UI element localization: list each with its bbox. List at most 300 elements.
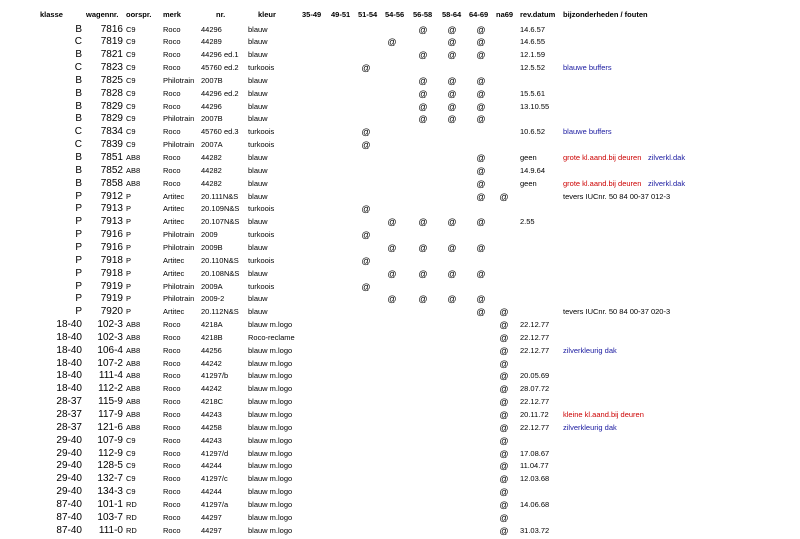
cell-oorspr: AB8 [126, 422, 141, 432]
cell-klasse: B [75, 164, 82, 176]
cell-oorspr: AB8 [126, 165, 141, 175]
cell-nr: 20.110N&S [201, 255, 239, 265]
cell-note: blauwe buffers [563, 127, 612, 137]
cell-merk: Philotrain [163, 242, 195, 252]
cell-period-mark: @ [387, 242, 397, 253]
cell-klasse: P [75, 216, 82, 228]
header-notes: bijzonderheden / fouten [563, 10, 648, 19]
cell-nr: 45760 ed.3 [201, 127, 239, 137]
cell-oorspr: P [126, 242, 132, 252]
cell-nr: 20.107N&S [201, 217, 240, 227]
cell-kleur: blauw m.logo [248, 384, 293, 394]
cell-oorspr: C9 [126, 461, 136, 471]
cell-period-mark: @ [499, 448, 509, 459]
cell-klasse: C [74, 126, 82, 138]
header-kleur: kleur [258, 10, 276, 19]
cell-oorspr: C9 [126, 101, 136, 111]
cell-wagennr: 7829 [100, 100, 123, 112]
header-oorspr: oorspr. [126, 10, 152, 19]
cell-rev-datum: 15.5.61 [520, 88, 546, 98]
cell-period-mark: @ [447, 24, 457, 35]
cell-oorspr: AB8 [126, 371, 141, 381]
cell-wagennr: 7912 [100, 190, 123, 202]
cell-period-mark: @ [476, 101, 486, 112]
cell-wagennr: 7918 [100, 254, 123, 266]
cell-oorspr: P [126, 255, 132, 265]
header-period-64-69: 64-69 [469, 10, 489, 19]
cell-wagennr: 7821 [100, 49, 123, 61]
cell-nr: 44258 [201, 422, 222, 432]
cell-period-mark: @ [476, 24, 486, 35]
cell-merk: Roco [163, 448, 181, 458]
cell-klasse: P [75, 306, 82, 318]
cell-period-mark: @ [361, 255, 371, 266]
cell-kleur: turkoois [248, 63, 275, 73]
cell-merk: Philotrain [163, 75, 195, 85]
cell-period-mark: @ [361, 204, 371, 215]
cell-wagennr: 103-7 [97, 511, 123, 523]
cell-kleur: turkoois [248, 281, 275, 291]
cell-oorspr: C9 [126, 140, 136, 150]
cell-period-mark: @ [447, 294, 457, 305]
cell-period-mark: @ [499, 358, 509, 369]
cell-note: zilverkleurig dak [563, 422, 617, 432]
cell-period-mark: @ [499, 499, 509, 510]
cell-wagennr: 7919 [100, 293, 123, 305]
cell-kleur: blauw m.logo [248, 474, 293, 484]
cell-merk: Roco [163, 474, 181, 484]
cell-merk: Roco [163, 358, 181, 368]
cell-nr: 44289 [201, 37, 222, 47]
cell-oorspr: AB8 [126, 410, 141, 419]
cell-wagennr: 7839 [100, 139, 123, 151]
cell-kleur: blauw m.logo [248, 448, 293, 458]
cell-note: tevers IUCnr. 50 84 00-37 020-3 [563, 307, 671, 317]
cell-nr: 2007B [201, 114, 223, 124]
cell-kleur: blauw m.logo [248, 320, 293, 330]
cell-period-mark: @ [499, 397, 509, 408]
cell-oorspr: C9 [126, 448, 136, 458]
cell-period-mark: @ [499, 474, 509, 485]
cell-wagennr: 7920 [100, 306, 123, 318]
cell-period-mark: @ [447, 75, 457, 86]
cell-nr: 44296 ed.2 [201, 88, 239, 98]
cell-oorspr: P [126, 294, 132, 304]
cell-klasse: 18-40 [56, 370, 82, 382]
cell-nr: 20.109N&S [201, 204, 240, 214]
cell-nr: 20.111N&S [201, 191, 239, 201]
cell-oorspr: AB8 [126, 332, 141, 342]
cell-klasse: 87-40 [56, 511, 82, 523]
cell-nr: 2009 [201, 230, 218, 240]
cell-period-mark: @ [499, 410, 509, 420]
cell-merk: Artitec [163, 217, 185, 227]
cell-kleur: blauw [248, 307, 268, 317]
cell-klasse: B [75, 177, 82, 189]
cell-merk: Philotrain [163, 294, 195, 304]
cell-merk: Roco [163, 461, 181, 471]
cell-wagennr: 7916 [100, 229, 123, 241]
cell-period-mark: @ [447, 37, 457, 48]
cell-period-mark: @ [476, 191, 486, 202]
cell-oorspr: AB8 [126, 320, 141, 330]
header-period-35-49: 35-49 [302, 10, 322, 19]
cell-rev-datum: 20.05.69 [520, 371, 550, 381]
cell-wagennr: 117-9 [98, 409, 123, 420]
cell-wagennr: 106-4 [97, 344, 123, 356]
cell-merk: Roco [163, 320, 181, 330]
cell-merk: Philotrain [163, 114, 195, 124]
cell-wagennr: 7834 [100, 126, 123, 138]
cell-wagennr: 115-9 [98, 396, 123, 408]
cell-oorspr: RD [126, 512, 137, 522]
cell-oorspr: C9 [126, 24, 136, 34]
cell-period-mark: @ [476, 268, 486, 279]
cell-nr: 44282 [201, 153, 222, 162]
cell-rev-datum: geen [520, 178, 537, 188]
cell-period-mark: @ [499, 435, 509, 446]
cell-wagennr: 7829 [100, 113, 123, 125]
cell-kleur: blauw m.logo [248, 512, 293, 522]
cell-nr: 41297/c [201, 474, 228, 484]
cell-rev-datum: geen [520, 153, 537, 162]
cell-period-mark: @ [476, 37, 486, 48]
cell-kleur: blauw m.logo [248, 358, 293, 368]
cell-wagennr: 7823 [100, 62, 123, 74]
cell-klasse: 18-40 [56, 383, 82, 395]
cell-period-mark: @ [476, 75, 486, 86]
cell-period-mark: @ [418, 101, 428, 112]
cell-nr: 2007B [201, 75, 223, 85]
cell-kleur: turkoois [248, 140, 275, 150]
cell-merk: Roco [163, 332, 181, 342]
cell-period-mark: @ [476, 307, 486, 318]
cell-rev-datum: 17.08.67 [520, 448, 550, 458]
cell-kleur: turkoois [248, 255, 275, 265]
cell-kleur: blauw m.logo [248, 487, 293, 497]
cell-klasse: 28-37 [56, 396, 82, 408]
cell-period-mark: @ [499, 422, 509, 433]
cell-oorspr: AB8 [126, 178, 141, 188]
cell-period-mark: @ [476, 153, 486, 163]
cell-rev-datum: 31.03.72 [520, 525, 550, 535]
cell-nr: 41297/d [201, 448, 229, 458]
header-period-54-56: 54-56 [385, 10, 405, 19]
cell-nr: 44243 [201, 435, 222, 445]
header-nr: nr. [216, 10, 226, 19]
cell-wagennr: 7918 [100, 267, 123, 279]
cell-nr: 44256 [201, 345, 222, 355]
cell-wagennr: 7919 [100, 280, 123, 292]
cell-kleur: blauw [248, 114, 268, 124]
cell-merk: Roco [163, 37, 181, 47]
cell-kleur: Roco-reclame [248, 332, 295, 342]
cell-period-mark: @ [418, 268, 428, 279]
table-row [0, 524, 800, 538]
cell-kleur: blauw m.logo [248, 410, 293, 419]
cell-oorspr: P [126, 307, 132, 317]
cell-kleur: blauw m.logo [248, 422, 293, 432]
cell-klasse: 18-40 [56, 344, 82, 356]
cell-period-mark: @ [387, 294, 397, 305]
cell-klasse: B [75, 152, 82, 163]
cell-oorspr: P [126, 204, 132, 214]
cell-wagennr: 134-3 [97, 486, 123, 498]
cell-merk: Roco [163, 153, 181, 162]
cell-klasse: P [75, 267, 82, 279]
cell-nr: 44296 [201, 101, 222, 111]
cell-note: tevers IUCnr. 50 84 00-37 012-3 [563, 191, 671, 201]
cell-nr: 2009-2 [201, 294, 225, 304]
cell-oorspr: AB8 [126, 397, 141, 407]
cell-klasse: 28-37 [56, 421, 82, 433]
cell-rev-datum: 22.12.77 [520, 397, 550, 407]
cell-klasse: 29-40 [56, 460, 82, 472]
header-row [0, 8, 800, 22]
cell-merk: Artitec [163, 255, 185, 265]
cell-merk: Roco [163, 127, 181, 137]
cell-merk: Roco [163, 384, 181, 394]
cell-kleur: blauw [248, 37, 268, 47]
cell-period-mark: @ [476, 50, 486, 61]
cell-oorspr: C9 [126, 63, 136, 73]
cell-merk: Roco [163, 371, 181, 381]
cell-oorspr: C9 [126, 487, 136, 497]
cell-kleur: blauw [248, 24, 268, 34]
cell-oorspr: C9 [126, 474, 136, 484]
cell-kleur: blauw [248, 268, 268, 278]
cell-kleur: blauw [248, 165, 268, 175]
cell-oorspr: RD [126, 499, 137, 509]
cell-period-mark: @ [476, 178, 486, 189]
header-period-49-51: 49-51 [331, 10, 351, 19]
cell-kleur: turkoois [248, 127, 275, 137]
cell-kleur: blauw m.logo [248, 371, 293, 381]
cell-period-mark: @ [476, 88, 486, 99]
cell-wagennr: 111-4 [98, 370, 123, 382]
cell-rev-datum: 22.12.77 [520, 320, 550, 330]
cell-period-mark: @ [499, 487, 509, 498]
cell-oorspr: P [126, 191, 132, 201]
cell-rev-datum: 14.9.64 [520, 165, 546, 175]
cell-kleur: blauw m.logo [248, 525, 293, 535]
cell-period-mark: @ [418, 294, 428, 305]
cell-kleur: blauw [248, 217, 268, 227]
cell-rev-datum: 12.03.68 [520, 474, 550, 484]
header-merk: merk [163, 10, 181, 19]
cell-period-mark: @ [447, 242, 457, 253]
cell-merk: Roco [163, 63, 181, 73]
cell-rev-datum: 12.5.52 [520, 63, 546, 73]
cell-nr: 44244 [201, 487, 222, 497]
cell-nr: 44282 [201, 178, 222, 188]
cell-note: grote kl.aand.bij deuren [563, 153, 642, 162]
cell-oorspr: AB8 [126, 358, 141, 368]
cell-wagennr: 7858 [100, 177, 123, 189]
cell-nr: 2009A [201, 281, 223, 291]
cell-nr: 2007A [201, 140, 223, 150]
cell-nr: 44297 [201, 525, 222, 535]
cell-merk: Roco [163, 435, 181, 445]
cell-kleur: blauw m.logo [248, 435, 293, 445]
cell-nr: 44242 [201, 384, 222, 394]
cell-klasse: 87-40 [56, 524, 82, 536]
cell-period-mark: @ [361, 140, 371, 151]
cell-rev-datum: 28.07.72 [520, 384, 550, 394]
cell-rev-datum: 13.10.55 [520, 101, 550, 111]
cell-nr: 44296 [201, 24, 222, 34]
cell-klasse: 29-40 [56, 447, 82, 459]
cell-klasse: P [75, 280, 82, 292]
cell-klasse: C [74, 36, 82, 48]
cell-klasse: B [75, 113, 82, 125]
cell-period-mark: @ [418, 75, 428, 86]
cell-oorspr: AB8 [126, 384, 141, 394]
cell-period-mark: @ [447, 50, 457, 61]
cell-wagennr: 132-7 [97, 473, 123, 485]
cell-rev-datum: 2.55 [520, 217, 535, 227]
cell-wagennr: 7825 [100, 74, 123, 86]
cell-period-mark: @ [476, 294, 486, 305]
cell-klasse: 29-40 [56, 486, 82, 498]
cell-oorspr: RD [126, 525, 137, 535]
cell-klasse: 28-37 [56, 409, 82, 420]
cell-klasse: P [75, 190, 82, 202]
cell-oorspr: C9 [126, 435, 136, 445]
cell-oorspr: C9 [126, 88, 136, 98]
cell-period-mark: @ [361, 63, 371, 74]
cell-period-mark: @ [418, 242, 428, 253]
cell-period-mark: @ [418, 88, 428, 99]
cell-rev-datum: 14.06.68 [520, 499, 550, 509]
header-period-na69: na69 [496, 10, 514, 19]
cell-nr: 44243 [201, 410, 222, 419]
cell-nr: 4218B [201, 332, 223, 342]
cell-period-mark: @ [447, 88, 457, 99]
cell-oorspr: P [126, 230, 132, 240]
cell-period-mark: @ [499, 512, 509, 523]
cell-period-mark: @ [387, 217, 397, 228]
cell-merk: Roco [163, 499, 181, 509]
cell-period-mark: @ [418, 114, 428, 125]
cell-period-mark: @ [476, 165, 486, 176]
cell-period-mark: @ [387, 37, 397, 48]
cell-klasse: C [74, 62, 82, 74]
cell-merk: Roco [163, 101, 181, 111]
cell-period-mark: @ [499, 371, 509, 382]
cell-klasse: B [75, 49, 82, 61]
cell-klasse: P [75, 241, 82, 253]
cell-period-mark: @ [387, 268, 397, 279]
cell-rev-datum: 22.12.77 [520, 422, 550, 432]
cell-wagennr: 7913 [100, 203, 123, 215]
cell-merk: Roco [163, 88, 181, 98]
cell-klasse: B [75, 23, 82, 35]
cell-oorspr: P [126, 268, 132, 278]
cell-wagennr: 7819 [100, 36, 123, 48]
cell-period-mark: @ [418, 50, 428, 61]
cell-merk: Philotrain [163, 140, 195, 150]
cell-merk: Artitec [163, 307, 185, 317]
cell-merk: Roco [163, 345, 181, 355]
cell-wagennr: 7913 [100, 216, 123, 228]
cell-wagennr: 111-0 [98, 524, 123, 536]
cell-nr: 44242 [201, 358, 222, 368]
cell-wagennr: 102-3 [97, 331, 123, 343]
cell-nr: 20.108N&S [201, 268, 240, 278]
cell-period-mark: @ [499, 345, 509, 356]
cell-klasse: B [75, 74, 82, 86]
header-wagennr: wagennr. [86, 10, 119, 19]
cell-kleur: blauw m.logo [248, 397, 293, 407]
cell-rev-datum: 12.1.59 [520, 50, 546, 60]
cell-note: blauwe buffers [563, 63, 612, 73]
cell-nr: 41297/b [201, 371, 229, 381]
cell-klasse: P [75, 203, 82, 215]
cell-kleur: blauw [248, 101, 268, 111]
cell-kleur: blauw m.logo [248, 345, 293, 355]
cell-rev-datum: 20.11.72 [520, 410, 549, 419]
cell-merk: Roco [163, 422, 181, 432]
cell-period-mark: @ [476, 217, 486, 228]
cell-kleur: turkoois [248, 230, 275, 240]
cell-merk: Roco [163, 165, 181, 175]
cell-period-mark: @ [418, 24, 428, 35]
cell-merk: Philotrain [163, 281, 195, 291]
cell-period-mark: @ [447, 268, 457, 279]
cell-oorspr: C9 [126, 114, 136, 124]
header-period-56-58: 56-58 [413, 10, 433, 19]
cell-period-mark: @ [476, 242, 486, 253]
cell-kleur: blauw [248, 88, 268, 98]
cell-nr: 2009B [201, 242, 223, 252]
cell-wagennr: 121-6 [97, 421, 123, 433]
cell-oorspr: P [126, 217, 132, 227]
cell-rev-datum: 22.12.77 [520, 345, 550, 355]
cell-wagennr: 102-3 [97, 319, 123, 331]
cell-wagennr: 101-1 [97, 498, 123, 510]
cell-note-2: zilverkl.dak [648, 178, 686, 188]
cell-klasse: P [75, 293, 82, 305]
cell-kleur: blauw [248, 153, 268, 162]
cell-wagennr: 128-5 [97, 460, 123, 472]
cell-period-mark: @ [499, 461, 509, 472]
cell-nr: 44297 [201, 512, 222, 522]
cell-wagennr: 112-2 [98, 383, 123, 395]
cell-note: kleine kl.aand.bij deuren [563, 410, 644, 419]
cell-period-mark: @ [499, 332, 509, 343]
cell-wagennr: 7851 [100, 152, 123, 163]
cell-merk: Roco [163, 512, 181, 522]
cell-rev-datum: 22.12.77 [520, 332, 550, 342]
cell-nr: 44296 ed.1 [201, 50, 239, 60]
cell-klasse: 18-40 [56, 319, 82, 331]
cell-oorspr: C9 [126, 50, 136, 60]
cell-kleur: blauw [248, 191, 268, 201]
cell-merk: Artitec [163, 204, 185, 214]
cell-klasse: 87-40 [56, 498, 82, 510]
header-period-58-64: 58-64 [442, 10, 462, 19]
cell-period-mark: @ [447, 101, 457, 112]
cell-period-mark: @ [476, 114, 486, 125]
cell-nr: 44282 [201, 165, 222, 175]
cell-merk: Roco [163, 24, 181, 34]
cell-nr: 41297/a [201, 499, 229, 509]
cell-merk: Roco [163, 410, 181, 419]
cell-klasse: 29-40 [56, 434, 82, 446]
cell-kleur: turkoois [248, 204, 275, 214]
cell-period-mark: @ [361, 230, 371, 241]
